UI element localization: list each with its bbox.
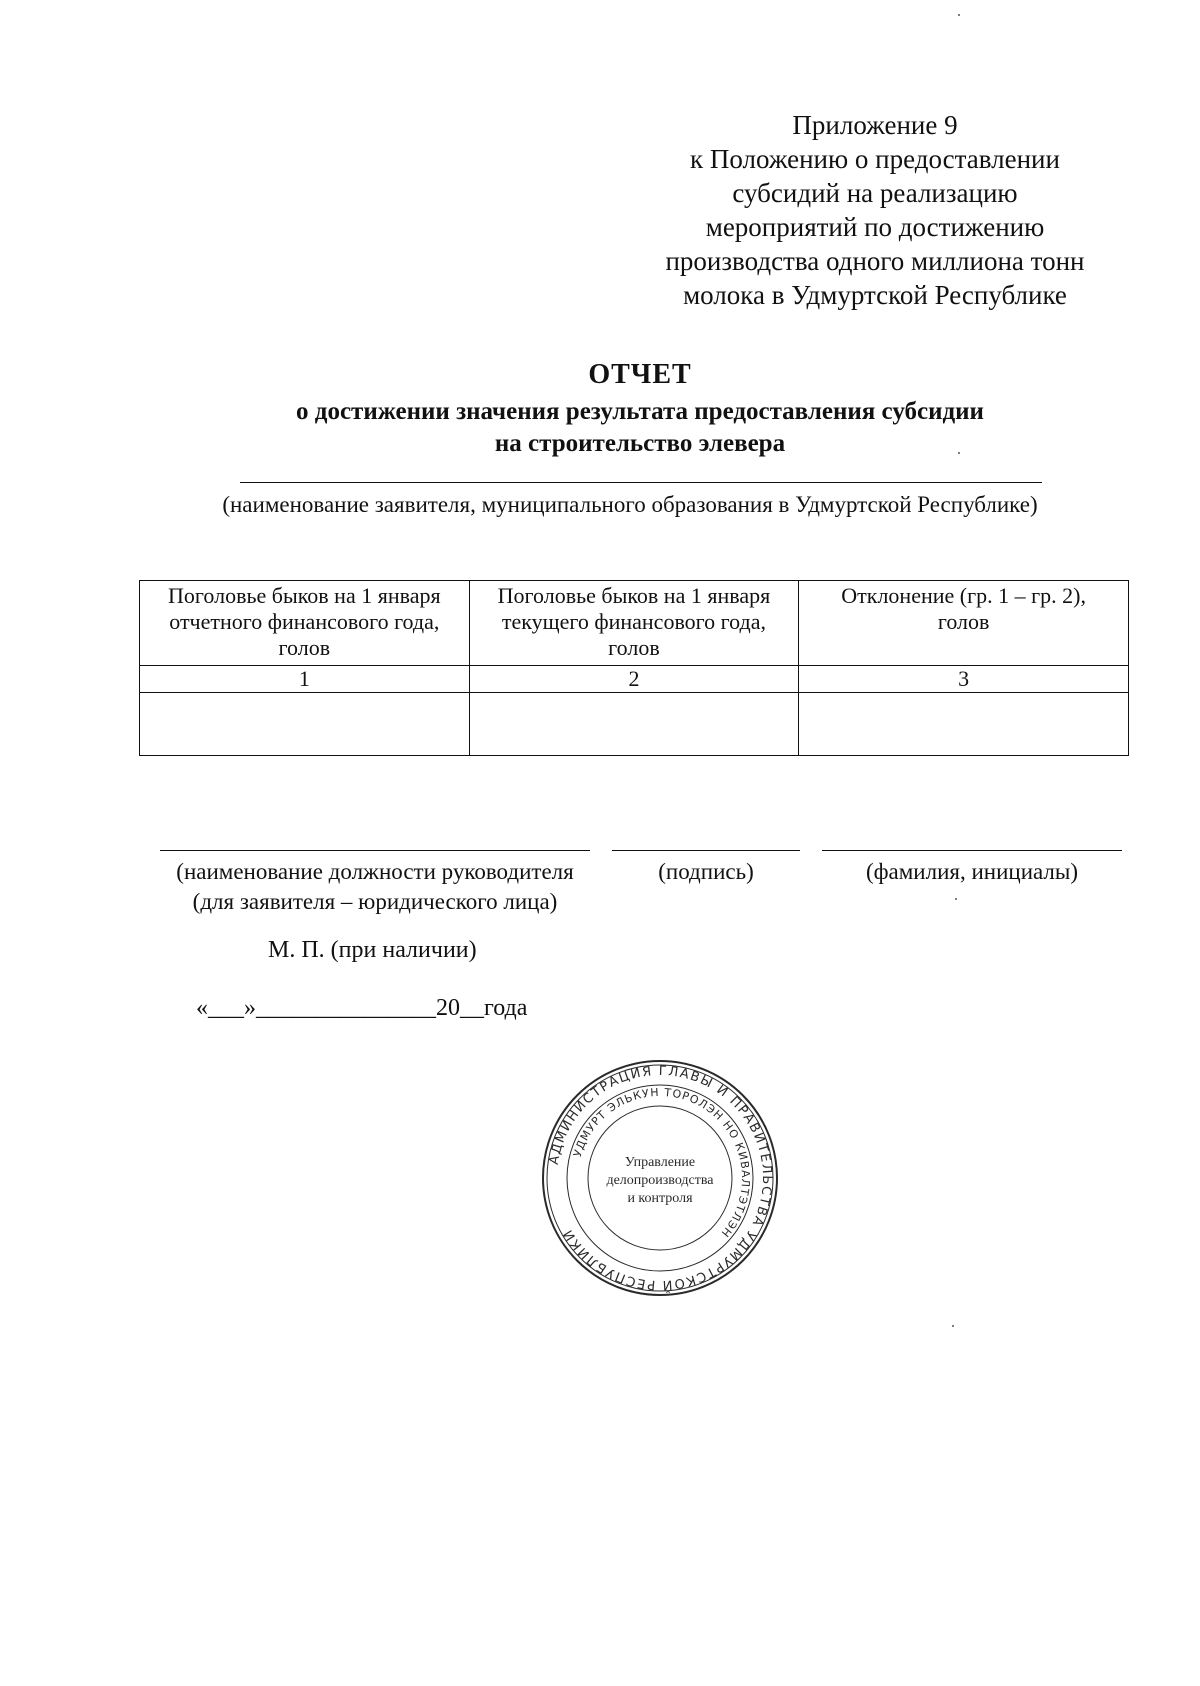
scan-speck xyxy=(952,1325,954,1327)
appendix-line: молока в Удмуртской Республике xyxy=(683,280,1067,310)
seal-center-line: и контроля xyxy=(627,1191,693,1206)
table-row xyxy=(140,693,1129,756)
column-number-cell: 3 xyxy=(799,666,1129,693)
signature-caption: (подпись) xyxy=(658,859,754,884)
appendix-line: производства одного миллиона тонн xyxy=(665,246,1085,276)
applicant-name-line xyxy=(240,482,1042,483)
signature-name-block xyxy=(822,850,1122,887)
table-header-cell: Отклонение (гр. 1 – гр. 2), голов xyxy=(799,581,1129,666)
appendix-header xyxy=(640,108,1110,312)
stamp-place-label: М. П. (при наличии) xyxy=(268,937,477,963)
report-table xyxy=(139,580,1129,756)
appendix-line: субсидий на реализацию xyxy=(732,178,1018,208)
seal-ring-outer-text: АДМИНИСТРАЦИЯ ГЛАВЫ И ПРАВИТЕЛЬСТВА УДМУРТСКОЙ РЕСПУБЛИКИ xyxy=(546,1063,775,1293)
name-line xyxy=(822,850,1122,851)
date-line: «___»_______________20__года xyxy=(196,995,528,1021)
seal-center-line: делопроизводства xyxy=(606,1173,714,1188)
position-caption-line-2: (для заявителя – юридического лица) xyxy=(192,889,558,914)
scan-speck xyxy=(958,14,960,16)
table-column-number-row xyxy=(140,666,1129,693)
table-cell[interactable] xyxy=(799,693,1129,756)
column-number-cell: 1 xyxy=(140,666,470,693)
table-header-cell: Поголовье быков на 1 января отчетного финансового года, голов xyxy=(140,581,470,666)
official-seal-stamp xyxy=(540,1058,780,1298)
table-cell[interactable] xyxy=(469,693,799,756)
appendix-line: Приложение 9 xyxy=(792,110,958,140)
signature-position-block xyxy=(160,850,590,917)
appendix-line: мероприятий по достижению xyxy=(705,212,1045,242)
signature-sign-block xyxy=(612,850,800,887)
position-caption-line-1: (наименование должности руководителя xyxy=(176,859,574,884)
appendix-line: к Положению о предоставлении xyxy=(690,144,1060,174)
document-subtitle-line-2: на строительство элевера xyxy=(494,430,786,457)
position-line xyxy=(160,850,590,851)
table-header-cell: Поголовье быков на 1 января текущего финансового года, голов xyxy=(469,581,799,666)
name-caption: (фамилия, инициалы) xyxy=(865,859,1079,884)
seal-center-line: Управление xyxy=(624,1155,696,1170)
scan-speck xyxy=(958,452,960,454)
document-subtitle-line-1: о достижении значения результата предоставления субсидии xyxy=(296,398,984,425)
seal-ring-inner-text: УДМУРТ ЭЛЬКУН ТОРОЛЭН НО КИВАЛТЭТЛЭН xyxy=(570,1085,753,1241)
applicant-caption: (наименование заявителя, муниципального образования в Удмуртской Республике) xyxy=(222,492,1038,517)
report-title-block xyxy=(200,358,1080,460)
document-title: ОТЧЕТ xyxy=(588,359,692,390)
column-number-cell: 2 xyxy=(469,666,799,693)
table-header-row xyxy=(140,581,1129,666)
signature-line xyxy=(612,850,800,851)
scan-speck xyxy=(955,898,957,900)
table-cell[interactable] xyxy=(140,693,470,756)
